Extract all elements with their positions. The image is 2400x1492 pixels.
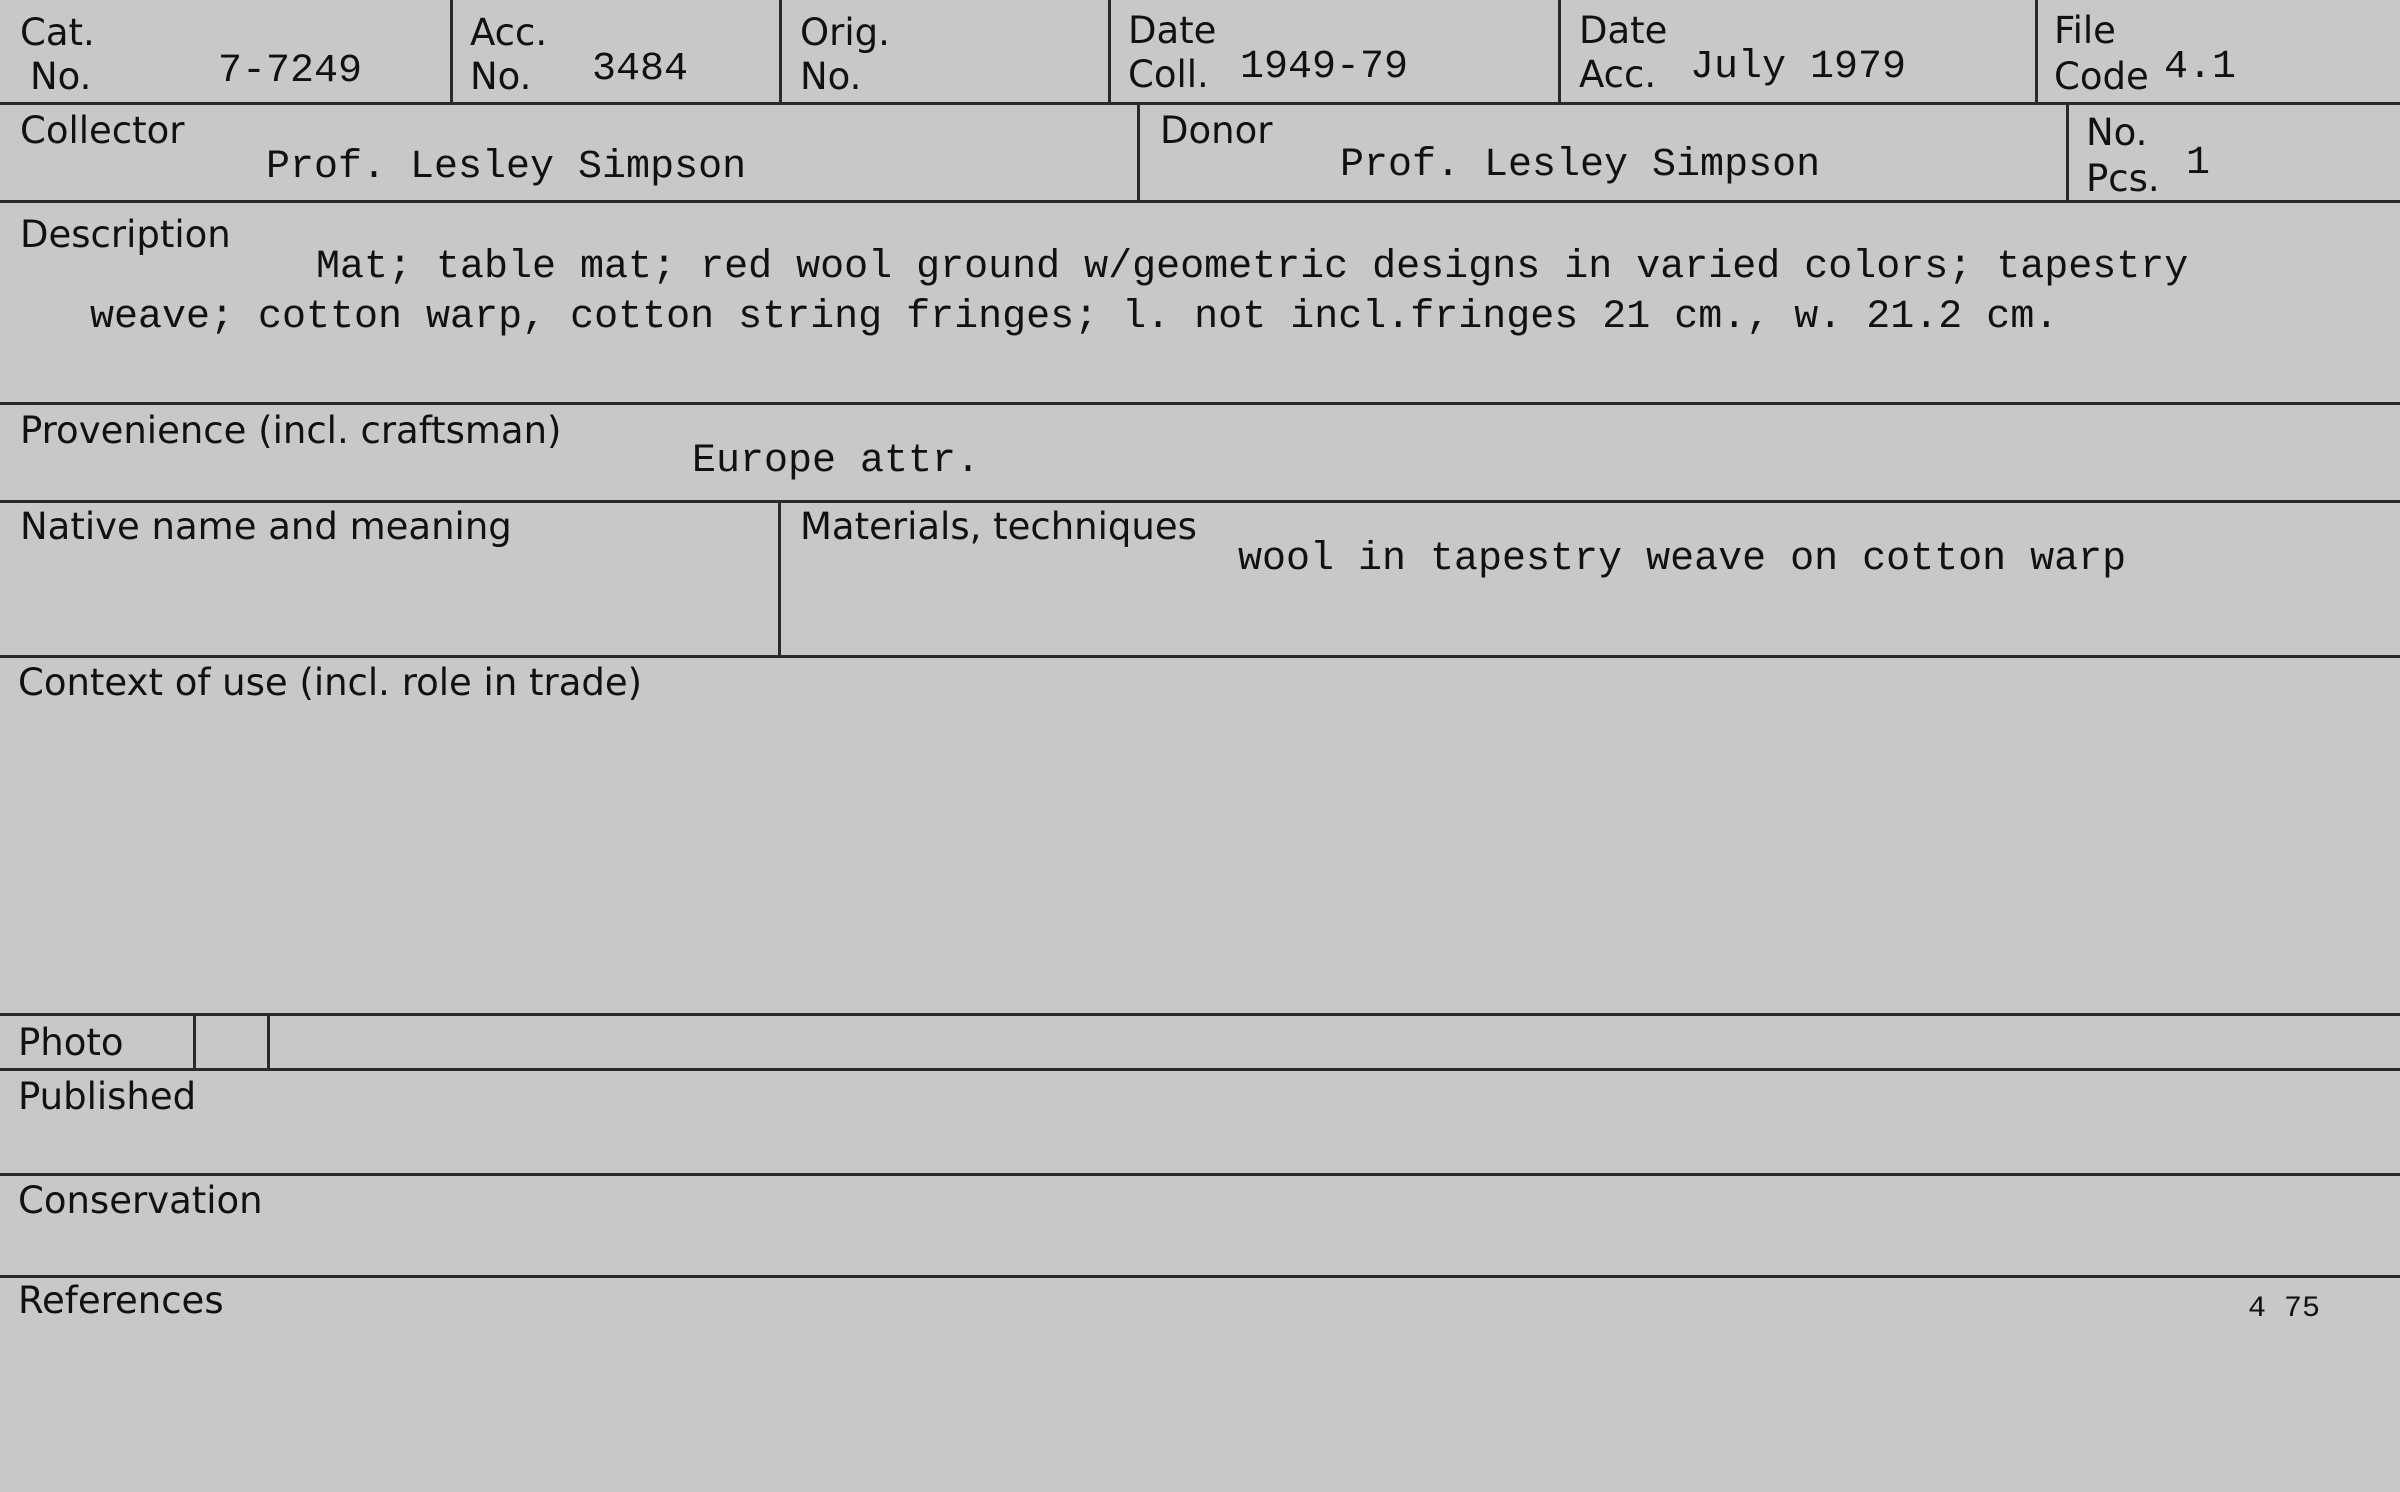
date-coll-value: 1949-79: [1240, 45, 1409, 90]
rule-v-orig: [1108, 0, 1111, 104]
rule-v-dateacc: [2035, 0, 2038, 104]
acc-no-label-1: Acc.: [470, 11, 548, 54]
description-line-1: Mat; table mat; red wool ground w/geometric designs in varied colors; tapestry: [316, 245, 2189, 290]
rule-v-photo-1: [193, 1013, 196, 1070]
provenience-value: Europe attr.: [692, 439, 981, 484]
rule-materials: [0, 655, 2400, 658]
pieces-label-2: Pcs.: [2086, 157, 2160, 200]
date-acc-label-2: Acc.: [1579, 53, 1657, 96]
rule-v-collector: [1137, 102, 1140, 202]
cat-no-label-1: Cat.: [20, 11, 95, 54]
acc-no-value: 3484: [592, 47, 689, 92]
pieces-label-1: No.: [2086, 111, 2148, 154]
rule-conservation: [0, 1275, 2400, 1278]
rule-photo: [0, 1068, 2400, 1071]
conservation-label: Conservation: [18, 1179, 263, 1222]
pieces-value: 1: [2186, 141, 2211, 186]
rule-provenience: [0, 500, 2400, 503]
rule-v-photo-2: [267, 1013, 270, 1070]
date-acc-label-1: Date: [1579, 9, 1668, 52]
provenience-label: Provenience (incl. craftsman): [20, 409, 562, 452]
native-name-label: Native name and meaning: [20, 505, 512, 548]
file-code-value: 4.1: [2164, 45, 2237, 90]
orig-no-label-1: Orig.: [800, 11, 890, 54]
date-coll-label-2: Coll.: [1128, 53, 1209, 96]
file-code-label-2: Code: [2054, 55, 2149, 98]
acc-no-label-2: No.: [470, 55, 532, 98]
rule-v-donor: [2066, 102, 2069, 202]
cat-no-value: 7-7249: [218, 49, 363, 94]
rule-header: [0, 102, 2400, 105]
rule-v-datecoll: [1558, 0, 1561, 104]
published-label: Published: [18, 1075, 197, 1118]
materials-label: Materials, techniques: [800, 505, 1197, 548]
donor-value: Prof. Lesley Simpson: [1340, 143, 1821, 188]
collector-value: Prof. Lesley Simpson: [266, 145, 747, 190]
rule-v-acc: [779, 0, 782, 104]
date-coll-label-1: Date: [1128, 9, 1217, 52]
rule-v-cat: [450, 0, 453, 104]
rule-published: [0, 1173, 2400, 1176]
date-acc-value: July 1979: [1690, 45, 1907, 90]
file-code-label-1: File: [2054, 9, 2116, 52]
collector-label: Collector: [20, 109, 185, 152]
rule-collector: [0, 200, 2400, 203]
description-label: Description: [20, 213, 231, 256]
rule-description: [0, 402, 2400, 405]
photo-label: Photo: [18, 1021, 124, 1064]
references-label: References: [18, 1279, 224, 1322]
rule-v-native: [778, 500, 781, 657]
form-code: 4 75: [2248, 1292, 2321, 1326]
materials-value: wool in tapestry weave on cotton warp: [1238, 537, 2127, 582]
context-label: Context of use (incl. role in trade): [18, 661, 643, 704]
description-line-2: weave; cotton warp, cotton string fringes; l. not incl.fringes 21 cm., w. 21.2 cm.: [90, 295, 2059, 340]
rule-context: [0, 1013, 2400, 1016]
donor-label: Donor: [1160, 109, 1273, 152]
orig-no-label-2: No.: [800, 55, 862, 98]
cat-no-label-2: No.: [30, 55, 92, 98]
